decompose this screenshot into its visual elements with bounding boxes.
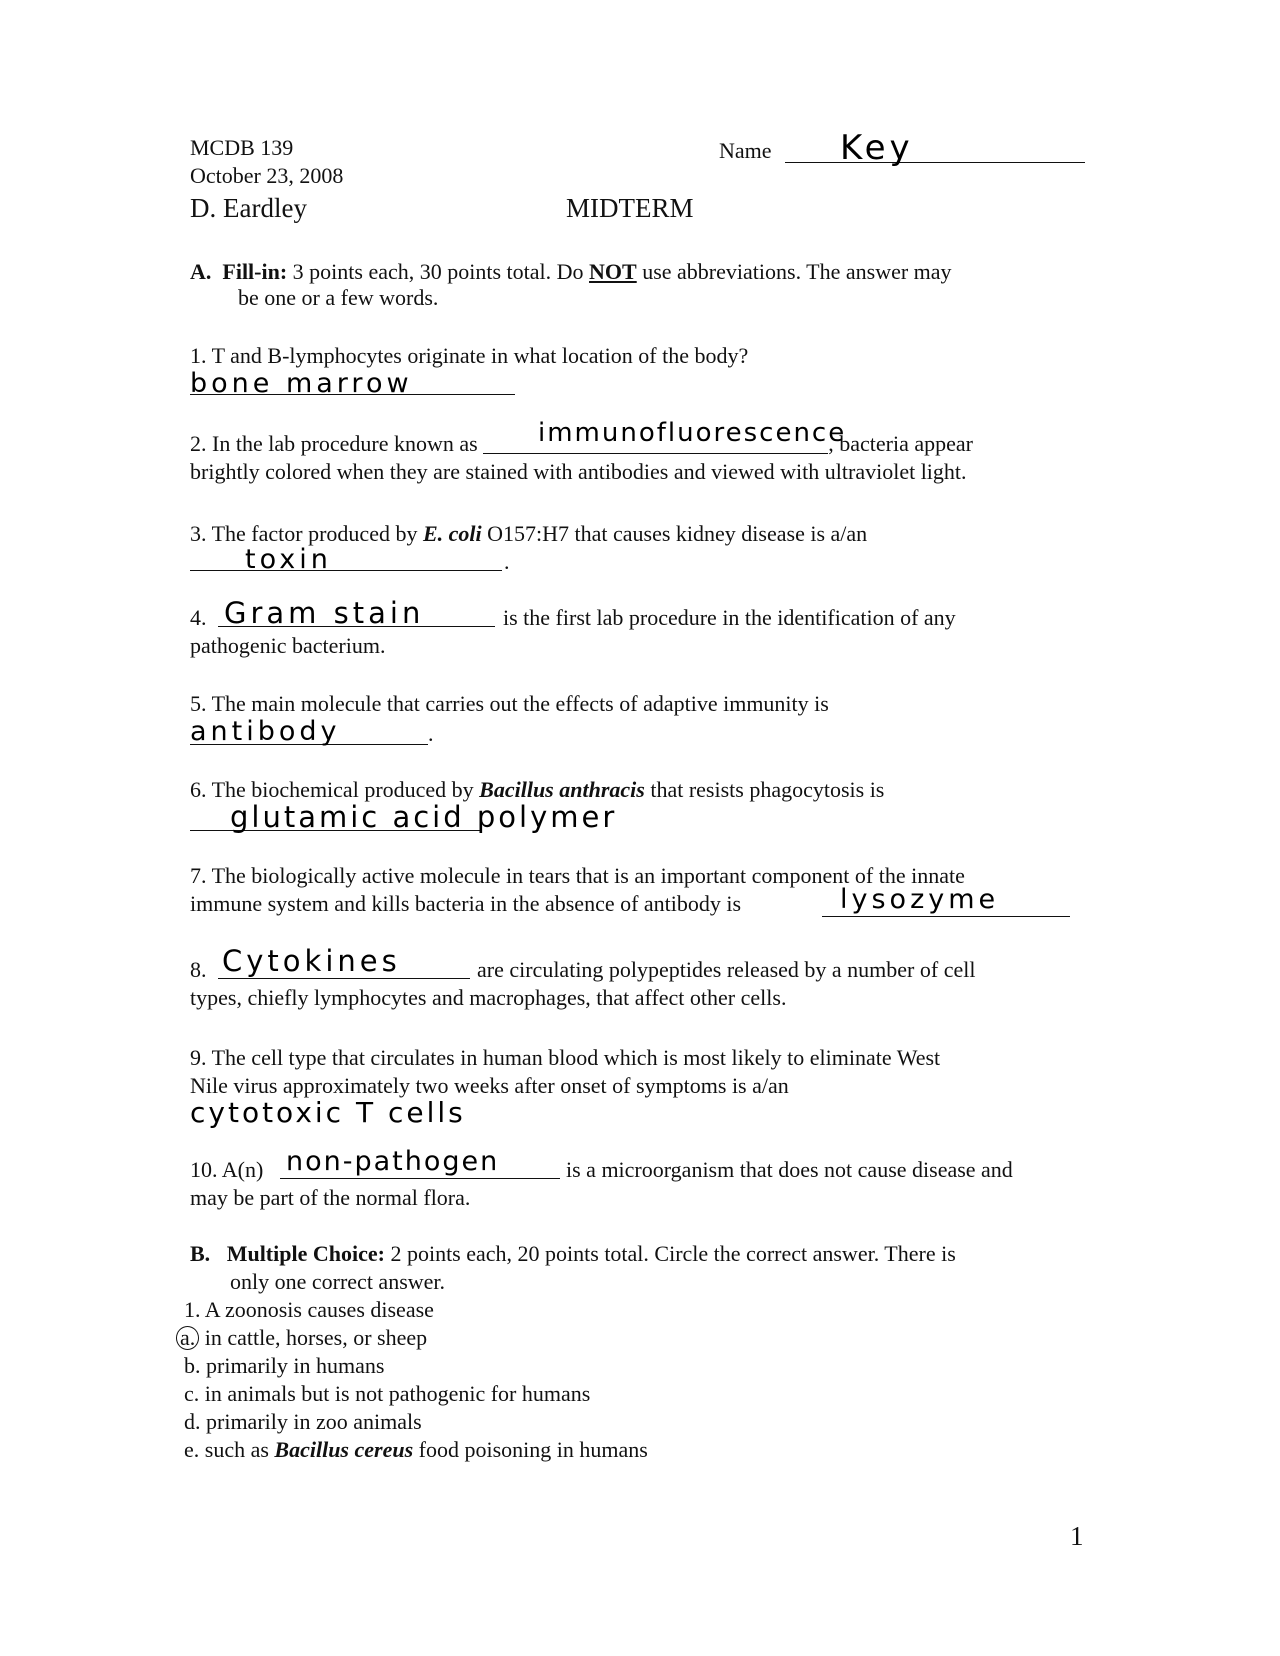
question-a10-pre: 10. A(n) [190, 1157, 264, 1182]
page-title: MIDTERM [566, 193, 694, 223]
option-d[interactable] [184, 1408, 422, 1436]
not-word: NOT [589, 259, 637, 284]
option-e[interactable] [184, 1436, 648, 1464]
option-a-circle [176, 1326, 199, 1350]
option-c[interactable] [184, 1380, 590, 1408]
question-a1-text: 1. T and B-lymphocytes originate in what location of the body? [190, 343, 749, 368]
option-b[interactable] [184, 1352, 384, 1380]
answer-a5: antibody [190, 716, 341, 747]
option-a[interactable] [180, 1324, 428, 1352]
section-a-instructions-3: be one or a few words. [238, 285, 439, 310]
option-a-text: in cattle, horses, or sheep [199, 1325, 428, 1350]
question-a10-line2: may be part of the normal flora. [190, 1185, 471, 1210]
question-a3-period: . [504, 549, 510, 574]
course-code: MCDB 139 [190, 135, 294, 160]
section-a-letter: A. [190, 259, 212, 284]
instructor-name: D. Eardley [190, 193, 307, 223]
section-b-instructions-2: only one correct answer. [230, 1269, 446, 1294]
question-a6-post: that resists phagocytosis is [644, 777, 885, 802]
question-a2-pre: 2. In the lab procedure known as [190, 431, 484, 456]
question-a7-line2: immune system and kills bacteria in the absence of antibody is [190, 891, 742, 916]
organism-bacillus-anthracis: Bacillus anthracis [479, 777, 645, 802]
organism-e-coli: E. coli [422, 521, 482, 546]
section-b-letter: B. [190, 1241, 211, 1266]
answer-a4: Gram stain [224, 596, 425, 630]
question-a4-post: is the first lab procedure in the identification of any [503, 605, 956, 630]
question-a4-line2: pathogenic bacterium. [190, 633, 386, 658]
question-a3-pre: 3. The factor produced by [190, 521, 423, 546]
answer-a9: cytotoxic T cells [190, 1096, 466, 1129]
question-a6-pre: 6. The biochemical produced by [190, 777, 480, 802]
option-c-letter: c. [184, 1381, 200, 1406]
answer-a2: immunofluorescence [538, 418, 847, 448]
option-e-letter: e. [184, 1437, 200, 1462]
exam-date: October 23, 2008 [190, 163, 344, 188]
organism-bacillus-cereus: Bacillus cereus [274, 1437, 414, 1462]
answer-a10: non-pathogen [286, 1146, 500, 1177]
question-a8-post: are circulating polypeptides released by a number of cell [477, 957, 976, 982]
section-a-instructions-2: use abbreviations. The answer may [636, 259, 952, 284]
answer-a8: Cytokines [222, 944, 401, 978]
section-a-title: Fill-in: [222, 259, 288, 284]
question-a2-line2: brightly colored when they are stained with antibodies and viewed with ultraviolet light. [190, 459, 967, 484]
option-e-text-post: food poisoning in humans [413, 1437, 648, 1462]
option-b-text: primarily in humans [200, 1353, 385, 1378]
page-number: 1 [1070, 1521, 1084, 1551]
option-e-text: such as [199, 1437, 275, 1462]
answer-a3: toxin [245, 544, 332, 575]
section-b-heading [190, 1240, 956, 1268]
question-a8-num: 8. [190, 957, 207, 982]
section-b-instructions: 2 points each, 20 points total. Circle the correct answer. There is [384, 1241, 956, 1266]
question-a9-line2: Nile virus approximately two weeks after onset of symptoms is a/an [190, 1073, 789, 1098]
question-a8-line2: types, chiefly lymphocytes and macrophages, that affect other cells. [190, 985, 787, 1010]
question-a7-text: 7. The biologically active molecule in tears that is an important component of the innate [190, 863, 965, 888]
name-value: Key [840, 128, 914, 168]
option-d-text: primarily in zoo animals [200, 1409, 422, 1434]
option-c-text: in animals but is not pathogenic for humans [199, 1381, 591, 1406]
name-label: Name [719, 138, 772, 163]
answer-a6: glutamic acid polymer [230, 800, 618, 834]
section-a-heading [190, 258, 952, 286]
section-a-instructions: 3 points each, 30 points total. Do [287, 259, 590, 284]
question-a3-post: O157:H7 that causes kidney disease is a/an [481, 521, 868, 546]
question-a2-post: , bacteria appear [828, 431, 973, 456]
question-a4-num: 4. [190, 605, 207, 630]
name-line[interactable] [785, 134, 1085, 163]
answer-a1: bone marrow [190, 368, 413, 399]
question-a5-text: 5. The main molecule that carries out the effects of adaptive immunity is [190, 691, 829, 716]
answer-line-a3[interactable] [190, 548, 502, 571]
option-d-letter: d. [184, 1409, 201, 1434]
section-b-title: Multiple Choice: [226, 1241, 385, 1266]
answer-a7: lysozyme [840, 884, 1000, 915]
question-a10-post: is a microorganism that does not cause disease and [566, 1157, 1013, 1182]
question-a5-period: . [428, 721, 434, 746]
option-a-letter: a. [180, 1325, 196, 1350]
question-b1-stem: 1. A zoonosis causes disease [184, 1297, 434, 1322]
option-b-letter: b. [184, 1353, 201, 1378]
question-a9-text: 9. The cell type that circulates in human blood which is most likely to eliminate West [190, 1045, 941, 1070]
